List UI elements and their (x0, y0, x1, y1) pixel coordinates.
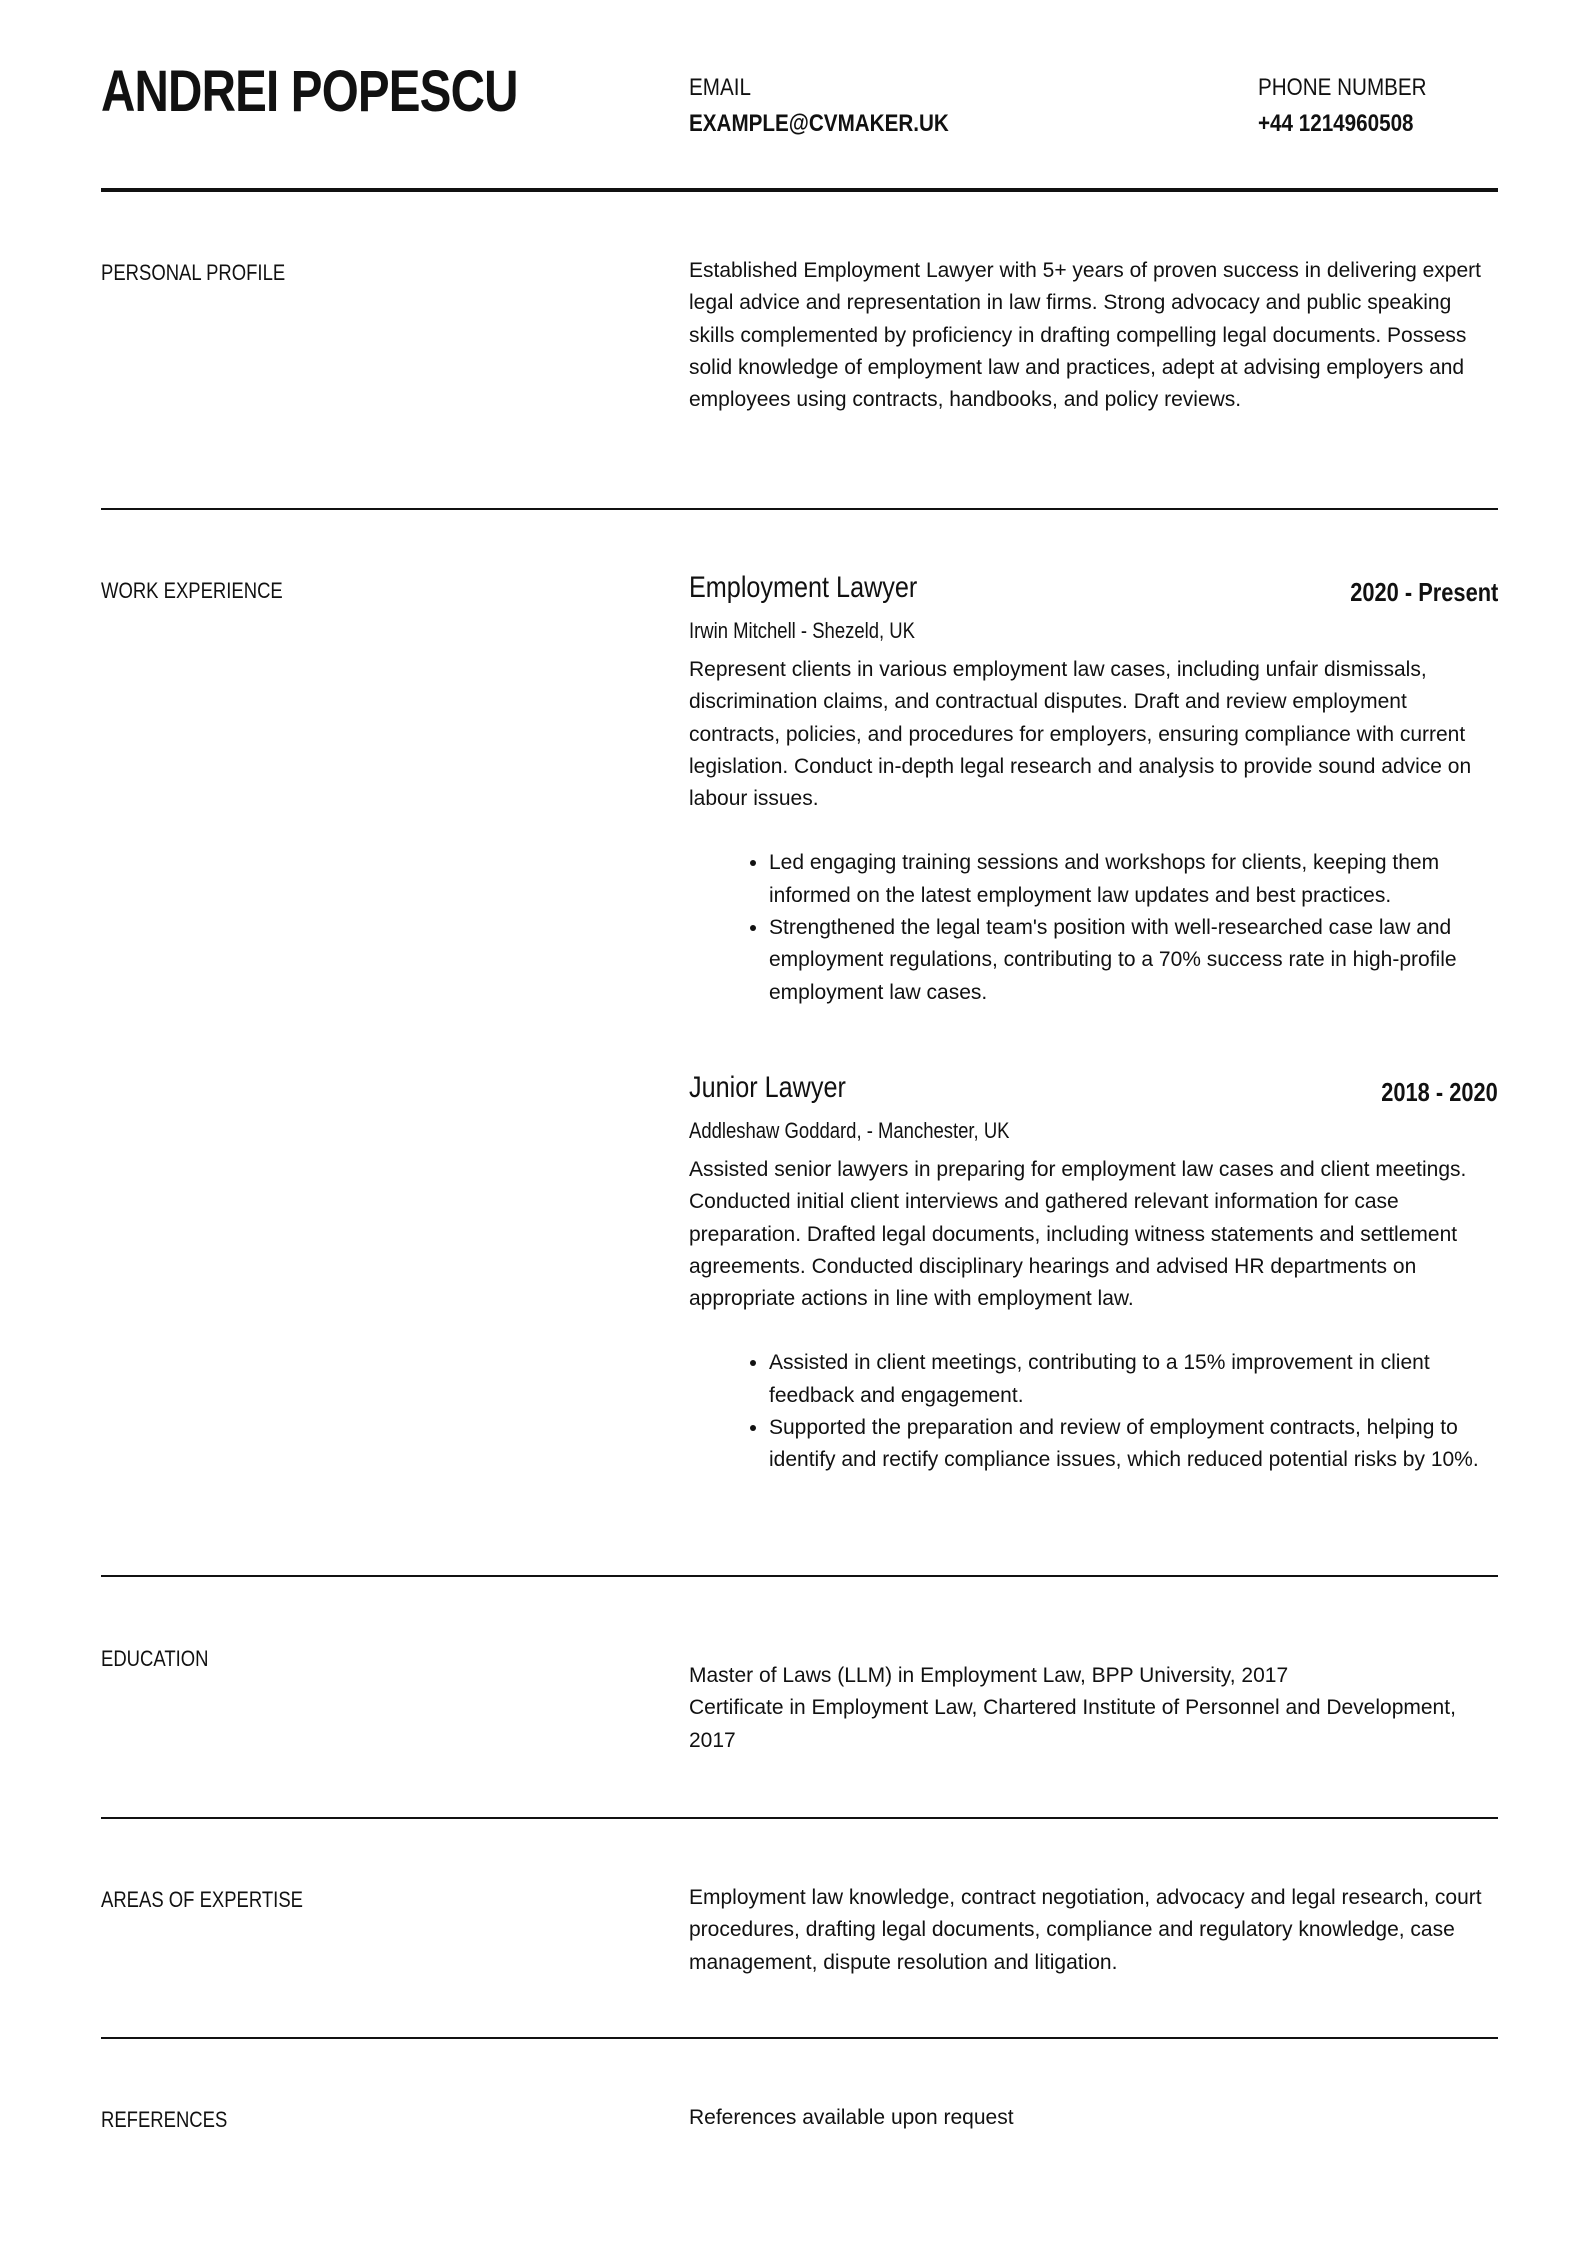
list-item: • Led engaging training sessions and workshops for clients, keeping them informed on the latest employment law updates and best practices. (769, 847, 1498, 912)
job-achievements (689, 847, 1498, 1008)
profile-text: Established Employment Lawyer with 5+ years of proven success in delivering expert legal advice and representation in law firms. Strong advocacy and public speaking skills complemented by proficiency in drafting compelling legal documents. Possess solid knowledge of employment law and practices, adept at advising employers and employees using contracts, handbooks, and policy reviews. (689, 259, 1481, 412)
email-value[interactable]: EXAMPLE@CVMAKER.UK (689, 110, 949, 137)
experience-body (689, 510, 1498, 1477)
section-title: AREAS OF EXPERTISE (101, 1887, 303, 1912)
job-dates: 2018 - 2020 (1381, 1076, 1498, 1107)
references-text: References available upon request (689, 2106, 1014, 2129)
section-title: PERSONAL PROFILE (101, 260, 286, 285)
job-title: Junior Lawyer (689, 1070, 846, 1104)
education-line: Master of Laws (LLM) in Employment Law, BPP University, 2017 (689, 1664, 1289, 1687)
section-title: WORK EXPERIENCE (101, 578, 283, 603)
phone-label: PHONE NUMBER (1258, 74, 1427, 101)
expertise-section (101, 1819, 1498, 2039)
expertise-body (689, 1819, 1498, 1979)
phone-block (1258, 70, 1427, 142)
job-header (689, 1072, 1498, 1116)
education-body (689, 1577, 1498, 1757)
email-block (689, 70, 949, 142)
profile-section (101, 192, 1498, 510)
job-title: Employment Lawyer (689, 571, 918, 604)
job-entry (689, 572, 1498, 1009)
list-item: • Assisted in client meetings, contributing to a 15% improvement in client feedback and engagement. (769, 1347, 1498, 1412)
education-line: Certificate in Employment Law, Chartered Institute of Personnel and Development, 2017 (689, 1696, 1456, 1752)
job-company: Addleshaw Goddard, - Manchester, UK (689, 1117, 1010, 1143)
job-dates: 2020 - Present (1349, 577, 1498, 607)
candidate-name: ANDREI POPESCU (101, 59, 518, 124)
section-title: EDUCATION (101, 1646, 209, 1671)
phone-value[interactable]: +44 1214960508 (1258, 110, 1414, 137)
references-section (101, 2039, 1498, 2179)
job-description: Represent clients in various employment law cases, including unfair dismissals, discrimination claims, and contractual disputes. Draft and review employment contracts, policies, and procedures for employers, ensuring compliance with current legislation. Conduct in-depth legal research and analysis to provide sound advice on labour issues. (689, 658, 1472, 811)
email-label: EMAIL (689, 74, 751, 101)
resume-page (101, 0, 1498, 2179)
experience-section (101, 510, 1498, 1577)
job-description: Assisted senior lawyers in preparing for employment law cases and client meetings. Conducted initial client interviews and gathered relevant information for case preparation. Drafted legal documents, including witness statements and settlement agreements. Conducted disciplinary hearings and advised HR departments on appropriate actions in line with employment law. (689, 1157, 1467, 1311)
education-section (101, 1577, 1498, 1819)
job-entry (689, 1072, 1498, 1477)
profile-body (689, 192, 1498, 416)
list-item: • Supported the preparation and review of employment contracts, helping to identify and rectify compliance issues, which reduced potential risks by 10%. (769, 1412, 1498, 1477)
job-header (689, 572, 1498, 616)
job-achievements (689, 1347, 1498, 1476)
list-item: • Strengthened the legal team's position with well-researched case law and employment regulations, contributing to a 70% success rate in high-profile employment law cases. (769, 912, 1498, 1009)
job-company: Irwin Mitchell - Shezeld, UK (689, 618, 915, 643)
resume-header (101, 0, 1498, 192)
section-title: REFERENCES (101, 2107, 228, 2132)
references-body (689, 2039, 1498, 2134)
expertise-text: Employment law knowledge, contract negotiation, advocacy and legal research, court procedures, drafting legal documents, compliance and regulatory knowledge, case management, dispute resolution and litigation. (689, 1886, 1482, 1974)
